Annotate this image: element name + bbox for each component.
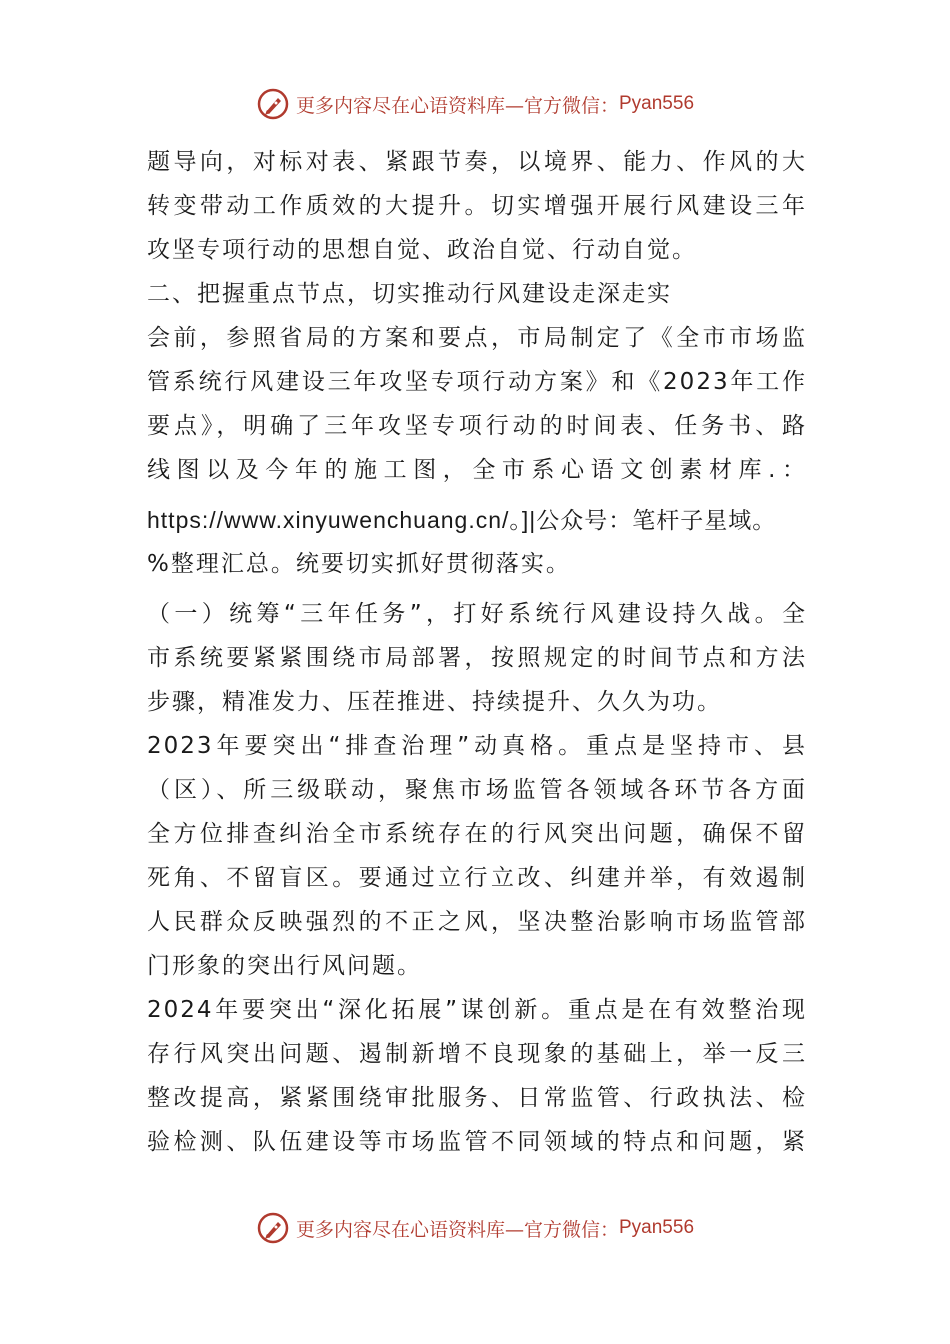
- body-line: （区）、所三级联动，聚焦市场监管各领域各环节各方面: [147, 777, 807, 803]
- body-line: 线图以及今年的施工图，全市系心语文创素材库.：: [147, 457, 807, 483]
- body-line: 全方位排查纠治全市系统存在的行风突出问题，确保不留: [147, 821, 807, 847]
- body-line: %整理汇总。统要切实抓好贯彻落实。: [147, 551, 571, 577]
- body-line: 存行风突出问题、遏制新增不良现象的基础上，举一反三: [147, 1041, 807, 1067]
- section-heading: 二、把握重点节点，切实推动行风建设走深走实: [147, 281, 672, 307]
- body-line: 市系统要紧紧围绕市局部署，按照规定的时间节点和方法: [147, 645, 807, 671]
- footer-banner: [0, 1208, 950, 1248]
- body-line: 管系统行风建设三年攻坚专项行动方案》和《2023年工作: [147, 369, 807, 395]
- body-line: 会前，参照省局的方案和要点，市局制定了《全市市场监: [147, 325, 807, 351]
- header-banner-text: 更多内容尽在心语资料库—官方微信：: [295, 94, 619, 117]
- body-line: 转变带动工作质效的大提升。切实增强开展行风建设三年: [147, 193, 807, 219]
- header-banner-contact: Pyan556: [619, 93, 695, 114]
- footer-banner-text: 更多内容尽在心语资料库—官方微信：: [295, 1218, 619, 1241]
- body-line: 步骤，精准发力、压茬推进、持续提升、久久为功。: [147, 689, 722, 715]
- body-line: （一）统筹“三年任务”，打好系统行风建设持久战。全: [147, 601, 807, 627]
- footer-banner-contact: Pyan556: [619, 1217, 695, 1238]
- pen-nib-logo-icon: [256, 1211, 290, 1245]
- body-line: 整改提高，紧紧围绕审批服务、日常监管、行政执法、检: [147, 1085, 807, 1111]
- body-line: 要点》，明确了三年攻坚专项行动的时间表、任务书、路: [147, 413, 807, 439]
- pen-nib-logo-icon: [256, 87, 290, 121]
- body-line: 死角、不留盲区。要通过立行立改、纠建并举，有效遏制: [147, 865, 807, 891]
- header-banner: [0, 84, 950, 124]
- body-line: 验检测、队伍建设等市场监管不同领域的特点和问题，紧: [147, 1129, 807, 1155]
- body-line: 题导向，对标对表、紧跟节奏，以境界、能力、作风的大: [147, 149, 807, 175]
- body-line: 人民群众反映强烈的不正之风，坚决整治影响市场监管部: [147, 909, 807, 935]
- body-line: 2024年要突出“深化拓展”谋创新。重点是在有效整治现: [147, 997, 807, 1023]
- body-line-url: https://www.xinyuwenchuang.cn/。]|公众号：笔杆子星域。: [147, 507, 777, 533]
- body-line: 门形象的突出行风问题。: [147, 953, 422, 979]
- document-body: [147, 140, 807, 1164]
- body-line: 攻坚专项行动的思想自觉、政治自觉、行动自觉。: [147, 237, 697, 263]
- body-line: 2023年要突出“排查治理”动真格。重点是坚持市、县: [147, 733, 807, 759]
